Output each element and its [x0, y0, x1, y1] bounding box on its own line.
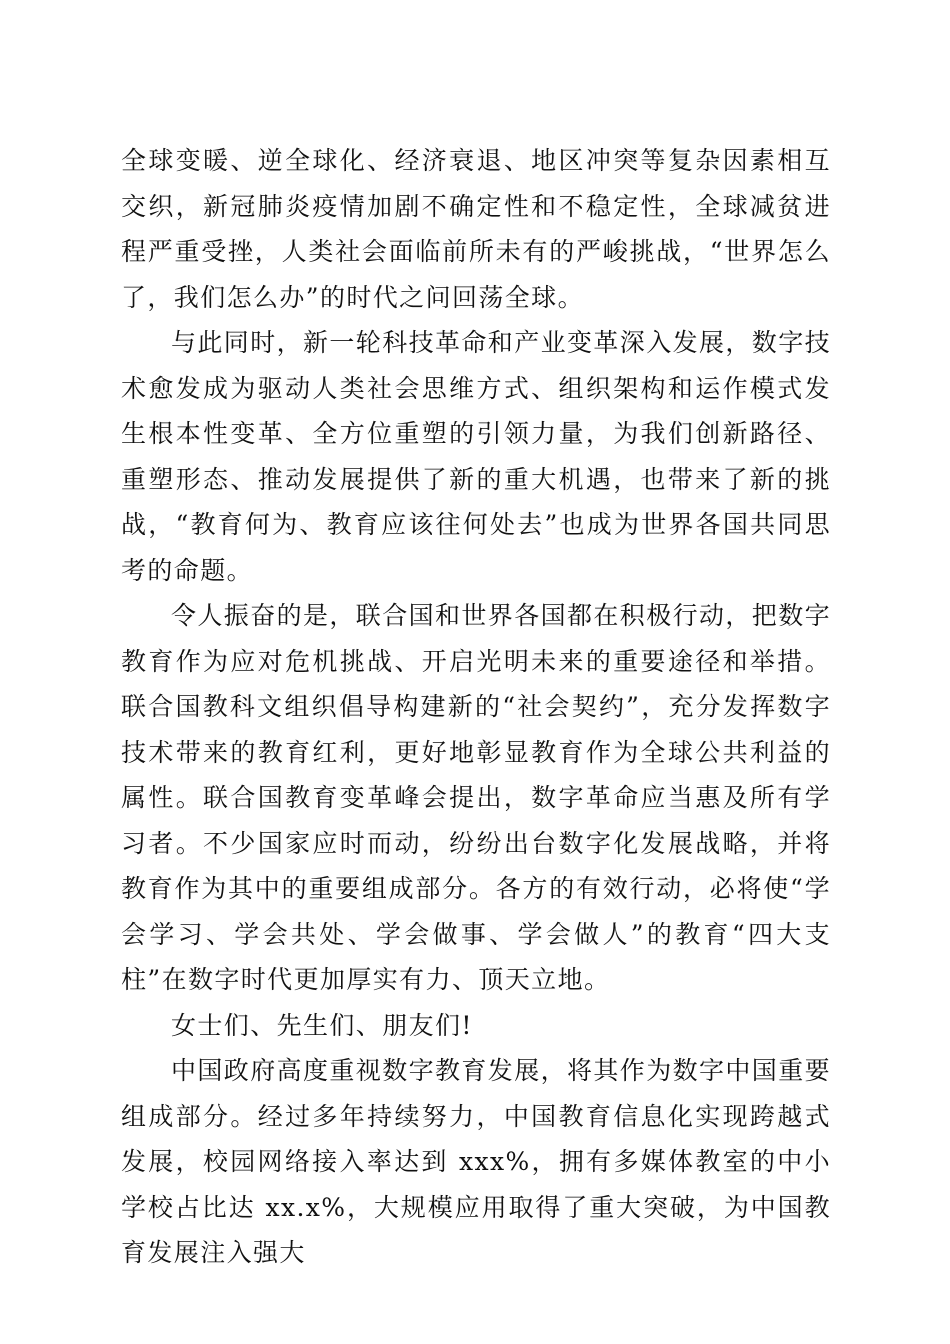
paragraph-3: 令人振奋的是，联合国和世界各国都在积极行动，把数字教育作为应对危机挑战、开启光明未来的重要途径和举措。联合国教科文组织倡导构建新的“社会契约”，充分发挥数字技术带来的教育红利，更好地彰显教育作为全球公共利益的属性。联合国教育变革峰会提出，数字革命应当惠及所有学习者。不少国家应时而动，纷纷出台数字化发展战略，并将教育作为其中的重要组成部分。各方的有效行动，必将使“学会学习、学会共处、学会做事、学会做人”的教育“四大支柱”在数字时代更加厚实有力、顶天立地。 [121, 601, 832, 994]
paragraph-1: 全球变暖、逆全球化、经济衰退、地区冲突等复杂因素相互交织，新冠肺炎疫情加剧不确定性和不稳定性，全球减贫进程严重受挫，人类社会面临前所未有的严峻挑战，“世界怎么了，我们怎么办”的时代之问回荡全球。 [121, 146, 831, 312]
paragraph-5: 中国政府高度重视数字教育发展，将其作为数字中国重要组成部分。经过多年持续努力，中国教育信息化实现跨越式发展，校园网络接入率达到 xxx%，拥有多媒体教室的中小学校占比达 xx.x%，大规模应用取得了重大突破，为中国教育发展注入强大 [121, 1056, 832, 1267]
paragraph-2: 与此同时，新一轮科技革命和产业变革深入发展，数字技术愈发成为驱动人类社会思维方式、组织架构和运作模式发生根本性变革、全方位重塑的引领力量，为我们创新路径、重塑形态、推动发展提供了新的重大机遇，也带来了新的挑战，“教育何为、教育应该往何处去”也成为世界各国共同思考的命题。 [121, 328, 832, 585]
document-body [121, 138, 831, 1276]
paragraph-4-salutation: 女士们、先生们、朋友们! [171, 1010, 473, 1040]
